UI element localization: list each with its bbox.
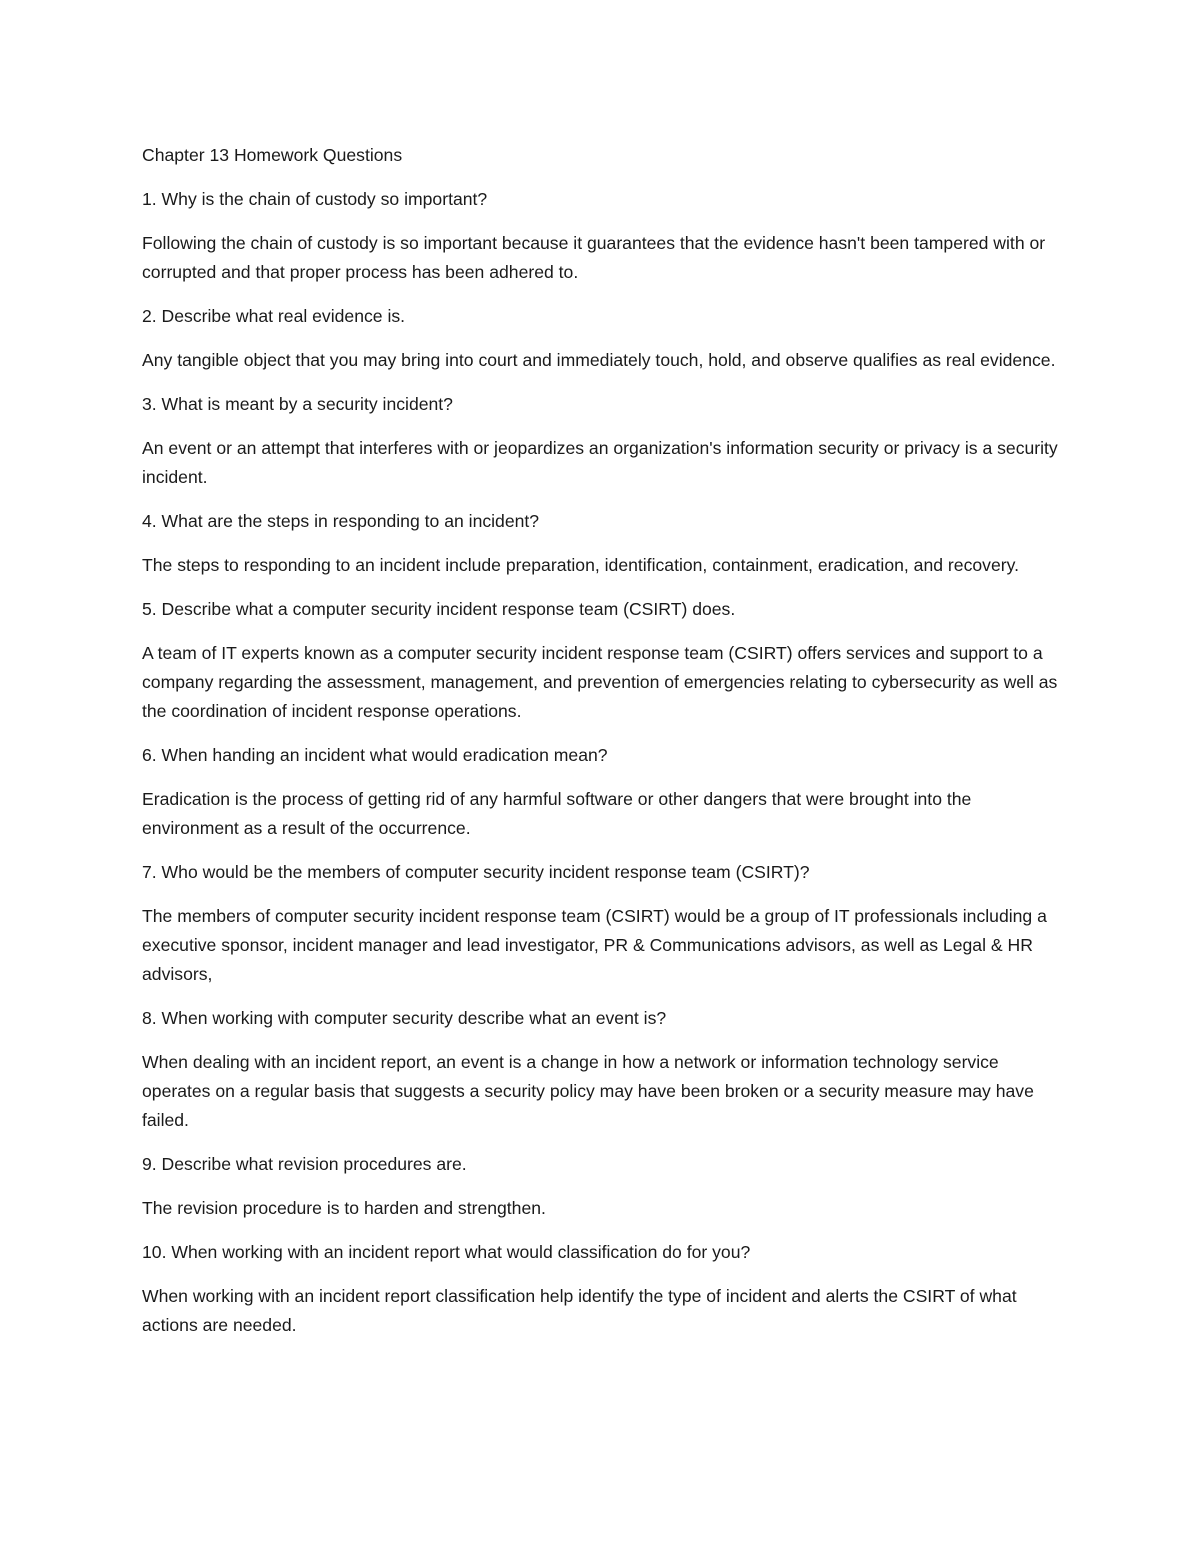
document-body	[142, 141, 1072, 1340]
question-4: 4. What are the steps in responding to an incident?	[142, 511, 540, 531]
answer-6: Eradication is the process of getting rid of any harmful software or other dangers that were brought into the environment as a result of the occurrence.	[142, 789, 972, 838]
qa-item-9	[142, 1150, 1072, 1223]
answer-9: The revision procedure is to harden and strengthen.	[142, 1198, 546, 1218]
answer-4: The steps to responding to an incident include preparation, identification, containment, eradication, and recovery.	[142, 555, 1019, 575]
question-7: 7. Who would be the members of computer security incident response team (CSIRT)?	[142, 862, 810, 882]
answer-3: An event or an attempt that interferes with or jeopardizes an organization's information security or privacy is a security incident.	[142, 438, 1058, 487]
qa-item-7	[142, 858, 1072, 989]
question-6: 6. When handing an incident what would eradication mean?	[142, 745, 608, 765]
qa-item-3	[142, 390, 1072, 492]
qa-item-4	[142, 507, 1072, 580]
answer-2: Any tangible object that you may bring into court and immediately touch, hold, and observe qualifies as real evidence.	[142, 350, 1056, 370]
qa-item-8	[142, 1004, 1072, 1135]
question-1: 1. Why is the chain of custody so important?	[142, 189, 488, 209]
answer-1: Following the chain of custody is so important because it guarantees that the evidence hasn't been tampered with or corrupted and that proper process has been adhered to.	[142, 233, 1046, 282]
document-title: Chapter 13 Homework Questions	[142, 145, 403, 165]
qa-item-10	[142, 1238, 1072, 1340]
question-8: 8. When working with computer security describe what an event is?	[142, 1008, 667, 1028]
answer-8: When dealing with an incident report, an event is a change in how a network or information technology service operates on a regular basis that suggests a security policy may have been broken or a security measure may have failed.	[142, 1052, 1034, 1130]
qa-item-2	[142, 302, 1072, 375]
answer-7: The members of computer security incident response team (CSIRT) would be a group of IT professionals including a executive sponsor, incident manager and lead investigator, PR & Communications advisors, as well as Legal & HR advisors,	[142, 906, 1047, 984]
qa-item-5	[142, 595, 1072, 726]
question-9: 9. Describe what revision procedures are.	[142, 1154, 467, 1174]
question-2: 2. Describe what real evidence is.	[142, 306, 406, 326]
answer-5: A team of IT experts known as a computer security incident response team (CSIRT) offers services and support to a company regarding the assessment, management, and prevention of emergencies relating to cybersecurity as well as the coordination of incident response operations.	[142, 643, 1058, 721]
answer-10: When working with an incident report classification help identify the type of incident and alerts the CSIRT of what actions are needed.	[142, 1286, 1017, 1335]
question-3: 3. What is meant by a security incident?	[142, 394, 453, 414]
question-10: 10. When working with an incident report what would classification do for you?	[142, 1242, 751, 1262]
qa-item-6	[142, 741, 1072, 843]
question-5: 5. Describe what a computer security incident response team (CSIRT) does.	[142, 599, 736, 619]
qa-item-1	[142, 185, 1072, 287]
